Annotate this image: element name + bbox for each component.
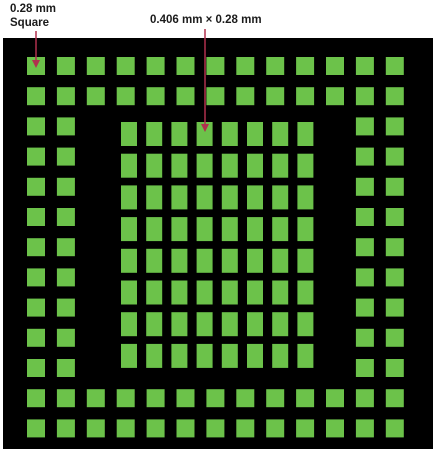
square-pad	[27, 419, 45, 437]
square-pad	[57, 238, 75, 256]
rectangular-pad	[146, 312, 162, 336]
square-pad	[57, 117, 75, 135]
rectangular-pad	[272, 312, 288, 336]
square-pad	[296, 389, 314, 407]
square-pad	[87, 87, 105, 105]
rectangular-pad	[247, 281, 263, 305]
square-pad	[206, 389, 224, 407]
square-pad	[27, 329, 45, 347]
square-pad	[57, 148, 75, 166]
square-pad	[57, 178, 75, 196]
rectangular-pad	[222, 281, 238, 305]
square-pad	[177, 57, 195, 75]
square-pad	[147, 57, 165, 75]
square-pad	[27, 178, 45, 196]
square-pad	[356, 238, 374, 256]
square-pad	[296, 87, 314, 105]
square-pad	[356, 178, 374, 196]
square-pad	[266, 419, 284, 437]
rectangular-pad	[171, 312, 187, 336]
square-pad	[236, 419, 254, 437]
rectangular-pad	[171, 122, 187, 146]
square-pad	[27, 87, 45, 105]
rectangular-pad	[171, 281, 187, 305]
rectangular-pad	[197, 154, 213, 178]
rectangular-pad	[222, 344, 238, 368]
rectangular-pad	[222, 122, 238, 146]
rectangular-pad	[247, 122, 263, 146]
square-pad	[117, 389, 135, 407]
square-pad	[57, 208, 75, 226]
square-pad	[57, 359, 75, 377]
rectangular-pad	[247, 185, 263, 209]
square-pad	[57, 299, 75, 317]
rectangular-pad	[171, 344, 187, 368]
square-pad	[117, 57, 135, 75]
rectangular-pad	[222, 217, 238, 241]
square-pad	[386, 148, 404, 166]
square-pad	[386, 329, 404, 347]
rectangular-pad	[197, 344, 213, 368]
rectangular-pad	[171, 249, 187, 273]
rectangular-pad	[146, 154, 162, 178]
square-pad	[266, 389, 284, 407]
square-pad	[206, 57, 224, 75]
rectangular-pad	[272, 154, 288, 178]
square-pad	[27, 208, 45, 226]
rectangular-pad	[121, 344, 137, 368]
square-pad	[27, 117, 45, 135]
square-pad	[356, 359, 374, 377]
square-pad	[206, 87, 224, 105]
square-pad	[326, 389, 344, 407]
square-pad	[177, 419, 195, 437]
square-pad	[386, 208, 404, 226]
rectangular-pad	[121, 281, 137, 305]
rectangular-pad	[272, 185, 288, 209]
rectangular-pad	[272, 344, 288, 368]
square-pad	[27, 238, 45, 256]
rectangular-pad	[197, 281, 213, 305]
square-pad	[326, 57, 344, 75]
square-pad	[356, 419, 374, 437]
square-pad	[296, 57, 314, 75]
square-pad-size-label: 0.28 mm	[10, 3, 57, 15]
rectangular-pad	[222, 312, 238, 336]
rectangular-pad	[197, 312, 213, 336]
rectangular-pad	[146, 217, 162, 241]
square-pad	[386, 178, 404, 196]
rectangular-pad	[121, 122, 137, 146]
rectangular-pad	[247, 344, 263, 368]
rectangular-pad	[121, 185, 137, 209]
square-pad	[57, 87, 75, 105]
square-pad	[236, 87, 254, 105]
square-pad-shape-label: Square	[10, 17, 49, 29]
rect-pad-size-label: 0.406 mm × 0.28 mm	[150, 14, 262, 26]
square-pad	[57, 57, 75, 75]
rectangular-pad	[297, 249, 313, 273]
square-pad	[386, 117, 404, 135]
square-pad	[87, 419, 105, 437]
square-pad	[356, 117, 374, 135]
square-pad	[386, 359, 404, 377]
rectangular-pad	[146, 281, 162, 305]
square-pad	[27, 268, 45, 286]
rectangular-pad	[171, 154, 187, 178]
rectangular-pad	[272, 122, 288, 146]
square-pad	[386, 57, 404, 75]
square-pad	[27, 148, 45, 166]
square-pad	[57, 419, 75, 437]
square-pad	[356, 389, 374, 407]
square-pad	[117, 419, 135, 437]
rectangular-pad	[247, 312, 263, 336]
rectangular-pad	[222, 185, 238, 209]
square-pad	[386, 87, 404, 105]
square-pad	[87, 389, 105, 407]
square-pad	[27, 359, 45, 377]
rectangular-pad	[297, 122, 313, 146]
square-pad	[386, 268, 404, 286]
rectangular-pad	[146, 122, 162, 146]
square-pad	[356, 329, 374, 347]
rectangular-pad	[146, 249, 162, 273]
rectangular-pad	[297, 217, 313, 241]
square-pad	[326, 419, 344, 437]
rectangular-pad	[121, 217, 137, 241]
square-pad	[386, 299, 404, 317]
rectangular-pad	[197, 217, 213, 241]
rectangular-pad	[247, 249, 263, 273]
rectangular-pad	[171, 217, 187, 241]
rectangular-pad	[222, 154, 238, 178]
rectangular-pad	[171, 185, 187, 209]
rectangular-pad	[297, 154, 313, 178]
square-pad	[356, 299, 374, 317]
square-pad	[386, 389, 404, 407]
square-pad	[57, 389, 75, 407]
rectangular-pad	[197, 249, 213, 273]
rectangular-pad	[121, 249, 137, 273]
square-pad	[326, 87, 344, 105]
rectangular-pad	[297, 312, 313, 336]
square-pad	[356, 87, 374, 105]
rectangular-pad	[297, 281, 313, 305]
square-pad	[236, 57, 254, 75]
square-pad	[147, 419, 165, 437]
square-pad	[177, 389, 195, 407]
rectangular-pad	[146, 344, 162, 368]
square-pad	[386, 419, 404, 437]
square-pad	[27, 299, 45, 317]
rectangular-pad	[272, 281, 288, 305]
rectangular-pad	[272, 217, 288, 241]
square-pad	[296, 419, 314, 437]
square-pad	[177, 87, 195, 105]
square-pad	[206, 419, 224, 437]
rectangular-pad	[297, 344, 313, 368]
square-pad	[87, 57, 105, 75]
rectangular-pad	[222, 249, 238, 273]
rectangular-pad	[197, 185, 213, 209]
rectangular-pad	[146, 185, 162, 209]
square-pad	[266, 87, 284, 105]
square-pad	[147, 87, 165, 105]
square-pad	[386, 238, 404, 256]
square-pad	[27, 389, 45, 407]
square-pad	[356, 268, 374, 286]
square-pad	[57, 329, 75, 347]
rectangular-pad	[121, 154, 137, 178]
square-pad	[236, 389, 254, 407]
square-pad	[356, 208, 374, 226]
rectangular-pad	[247, 217, 263, 241]
square-pad	[266, 57, 284, 75]
rectangular-pad	[121, 312, 137, 336]
square-pad	[356, 57, 374, 75]
square-pad	[147, 389, 165, 407]
rectangular-pad	[297, 185, 313, 209]
rectangular-pad	[247, 154, 263, 178]
square-pad	[57, 268, 75, 286]
rectangular-pad	[272, 249, 288, 273]
square-pad	[356, 148, 374, 166]
square-pad	[117, 87, 135, 105]
